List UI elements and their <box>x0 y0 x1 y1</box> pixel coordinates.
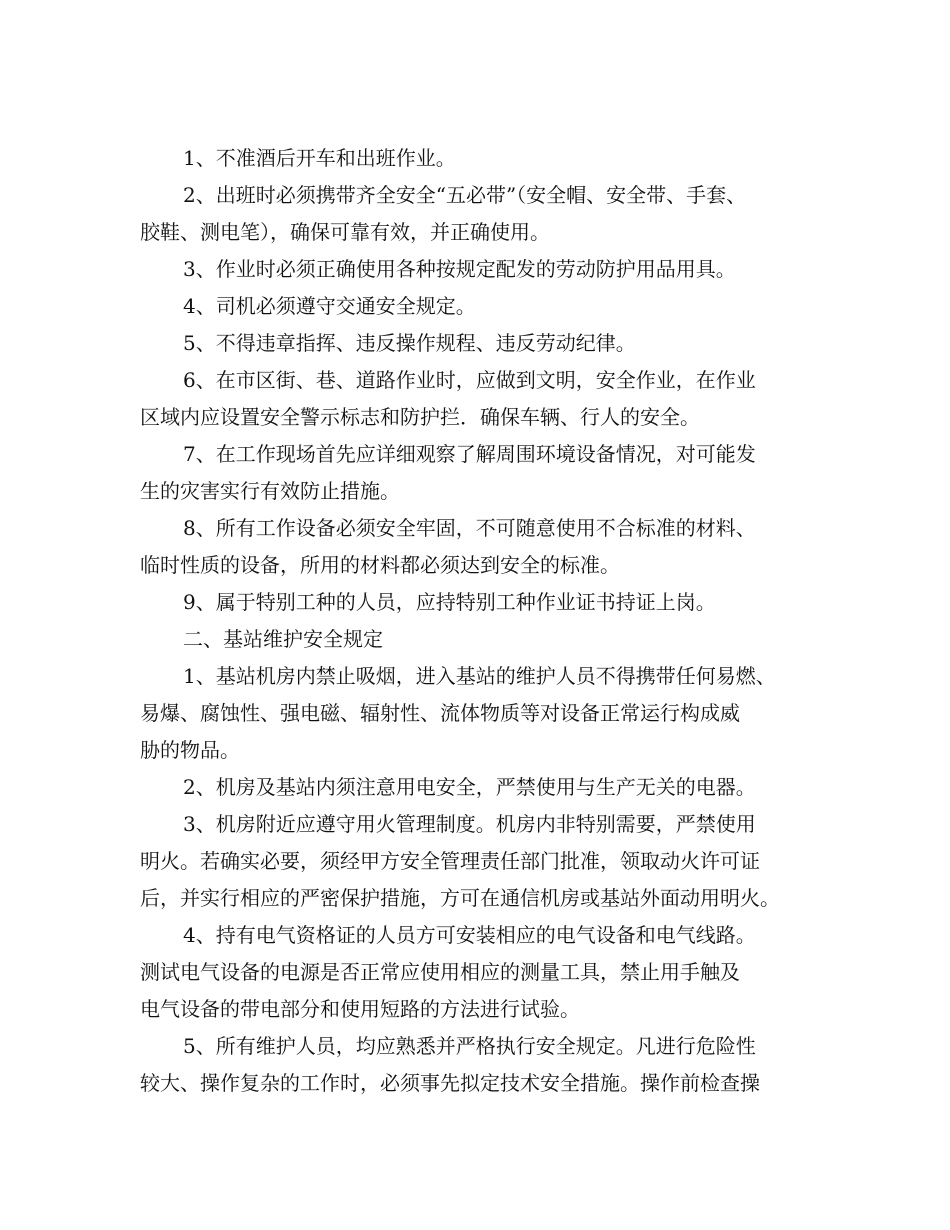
text-line: 胁的物品。 <box>140 738 240 762</box>
text-line: 8、所有工作设备必须安全牢固，不可随意使用不合标准的材料、 <box>183 516 756 540</box>
text-line: 3、机房附近应遵守用火管理制度。机房内非特别需要，严禁使用 <box>183 812 756 836</box>
text-line: 电气设备的带电部分和使用短路的方法进行试验。 <box>140 997 580 1021</box>
text-line: 1、不准酒后开车和出班作业。 <box>183 146 456 170</box>
text-line: 5、不得违章指挥、违反操作规程、违反劳动纪律。 <box>183 331 636 355</box>
text-line: 6、在市区街、巷、道路作业时，应做到文明，安全作业，在作业 <box>183 368 756 392</box>
section-heading: 二、基站维护安全规定 <box>183 627 383 651</box>
text-line: 易爆、腐蚀性、强电磁、辐射性、流体物质等对设备正常运行构成威 <box>140 701 740 725</box>
text-line: 胶鞋、测电笔），确保可靠有效，并正确使用。 <box>140 220 550 244</box>
text-line: 1、基站机房内禁止吸烟，进入基站的维护人员不得携带任何易燃、 <box>183 664 776 688</box>
text-line: 5、所有维护人员，均应熟悉并严格执行安全规定。凡进行危险性 <box>183 1034 756 1058</box>
text-line: 2、出班时必须携带齐全安全“五必带”（安全帽、安全带、手套、 <box>183 183 747 207</box>
text-line: 4、持有电气资格证的人员方可安装相应的电气设备和电气线路。 <box>183 923 756 947</box>
text-line: 2、机房及基站内须注意用电安全，严禁使用与生产无关的电器。 <box>183 775 756 799</box>
text-line: 9、属于特别工种的人员，应持特别工种作业证书持证上岗。 <box>183 590 716 614</box>
text-line: 3、作业时必须正确使用各种按规定配发的劳动防护用品用具。 <box>183 257 736 281</box>
text-line: 生的灾害实行有效防止措施。 <box>140 479 400 503</box>
text-line: 明火。若确实必要，须经甲方安全管理责任部门批准，领取动火许可证 <box>140 849 760 873</box>
text-line: 4、司机必须遵守交通安全规定。 <box>183 294 476 318</box>
text-line: 临时性质的设备，所用的材料都必须达到安全的标准。 <box>140 553 620 577</box>
text-line: 后，并实行相应的严密保护措施，方可在通信机房或基站外面动用明火。 <box>140 886 780 910</box>
document-body <box>140 140 830 1102</box>
text-line: 较大、操作复杂的工作时，必须事先拟定技术安全措施。操作前检查操 <box>140 1071 760 1095</box>
text-line: 7、在工作现场首先应详细观察了解周围环境设备情况，对可能发 <box>183 442 756 466</box>
text-line: 区域内应设置安全警示标志和防护拦．确保车辆、行人的安全。 <box>140 405 700 429</box>
text-line: 测试电气设备的电源是否正常应使用相应的测量工具，禁止用手触及 <box>140 960 740 984</box>
